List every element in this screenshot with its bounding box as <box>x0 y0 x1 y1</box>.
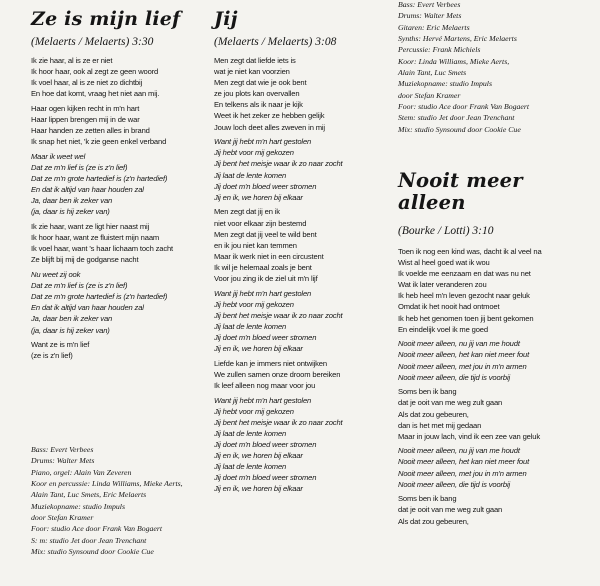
lyric-line: Ik hoor haar, ook al zegt ze geen woord <box>31 67 159 77</box>
lyric-line: Als dat zou gebeuren, <box>398 409 469 419</box>
lyric-line: Want jij hebt m'n hart gestolen <box>214 288 312 298</box>
lyric-line: Weet ik het zeker ze hebben gelijk <box>214 111 325 121</box>
lyric-line: Haar lippen brengen mij in de war <box>31 115 140 125</box>
lyric-line: Dat ze m'n grote hartedief is (z'n hartedief) <box>31 174 168 184</box>
lyric-line: (ja, daar is hij zeker van) <box>31 207 110 217</box>
song-title: Jij <box>214 8 238 30</box>
lyric-line: Maar ik weet wel <box>31 151 86 161</box>
lyric-line: Jij doet m'n bloed weer stromen <box>214 473 317 483</box>
lyric-line: Jij en ik, we horen bij elkaar <box>214 484 303 494</box>
credit-line: Bass: Evert Verbees <box>31 445 94 454</box>
lyric-line: Jij hebt voor mij gekozen <box>214 299 294 309</box>
lyric-line: Dat ze m'n lief is (ze is z'n lief) <box>31 163 128 173</box>
lyric-line: Wat ik later veranderen zou <box>398 280 487 290</box>
lyric-line: Jij hebt voor mij gekozen <box>214 148 294 158</box>
lyric-line: Als dat zou gebeuren, <box>398 516 469 526</box>
song-title: Ze is mijn lief <box>31 8 181 30</box>
lyric-line: Nooit meer alleen, nu jij van me houdt <box>398 339 520 349</box>
chorus-stanza <box>31 151 173 218</box>
lyric-line: Nooit meer alleen, met jou in m'n armen <box>398 361 527 371</box>
credit-line: Mix: studio Synsound door Cookie Cue <box>398 124 521 134</box>
credit-line: Alain Tant, Luc Smets, Eric Melaerts <box>31 490 147 500</box>
lyric-line: Ze blijft bij mij de godganse nacht <box>31 255 139 265</box>
chorus-stanza <box>398 338 542 382</box>
credit-line: Alain Tant, Luc Smets <box>398 68 467 78</box>
lyric-line: Ik wil je helemaal zoals je bent <box>214 262 312 272</box>
lyric-line: Men zegt dat wie je ook bent <box>214 78 307 88</box>
lyric-line: Voor jou zing ik de ziel uit m'n lijf <box>214 273 318 283</box>
lyric-line: We zullen samen onze droom bereiken <box>214 369 341 379</box>
lyric-line: Want ze is m'n lief <box>31 340 90 350</box>
verse-stanza <box>398 246 542 335</box>
lyric-line: Ik leef alleen nog maar voor jou <box>214 381 316 390</box>
lyric-line: Dat ze m'n lief is (ze is z'n lief) <box>31 281 128 291</box>
verse-stanza <box>398 493 542 526</box>
lyric-line: Omdat ik het nooit had ontmoet <box>398 302 500 312</box>
credit-line: S: m: studio Jet door Jean Trenchant <box>31 535 147 545</box>
lyric-line: Ik voel haar, al is ze niet zo dichtbij <box>31 78 143 88</box>
lyric-line: Haar ogen kijken recht in m'n hart <box>31 103 140 113</box>
lyric-line: Jij hebt voor mij gekozen <box>214 406 294 416</box>
song-credit: (Melaerts / Melaerts) 3:08 <box>214 36 337 48</box>
credit-line: Percussie: Frank Michiels <box>398 45 481 55</box>
lyric-line: Nooit meer alleen, nu jij van me houdt <box>398 446 520 456</box>
verse-stanza <box>214 55 343 133</box>
verse-stanza <box>31 339 173 361</box>
credits-list <box>398 0 529 135</box>
lyric-line: Ik zie haar, want ze ligt hier naast mij <box>31 222 150 232</box>
chorus-stanza <box>31 269 173 336</box>
lyric-line: Ik heb het genomen toen jij bent gekomen <box>398 313 534 323</box>
lyric-line: Ik voel haar, want 's haar lichaam toch zacht <box>31 244 174 254</box>
lyric-line: dat je ooit van me weg zult gaan <box>398 505 503 515</box>
verse-stanza <box>31 103 173 147</box>
verse-stanza <box>31 221 173 265</box>
lyric-line: Ja, daar ben ik zeker van <box>31 196 113 206</box>
lyric-line: Nooit meer alleen, met jou in m'n armen <box>398 468 527 478</box>
lyric-line: Maar in jouw lach, vind ik een zee van geluk <box>398 431 540 441</box>
lyric-line: Men zegt dat jij en ik <box>214 207 280 217</box>
credit-line: Muziekopname: studio Impuls <box>398 79 492 89</box>
credit-line: Drums: Walter Mets <box>31 456 95 466</box>
song-title-line-1: Nooit meer <box>398 169 523 192</box>
lyric-line: En dat ik altijd van haar houden zal <box>31 303 144 313</box>
lyric-line: Ik heb heel m'n leven gezocht naar geluk <box>398 291 530 301</box>
credit-line: Gitaren: Eric Melaerts <box>398 22 470 32</box>
credit-line: Mix: studio Synsound door Cookie Cue <box>31 547 154 557</box>
lyric-line: Want jij hebt m'n hart gestolen <box>214 137 312 147</box>
credit-line: Koor en percussie: Linda Williams, Mieke Aerts, <box>31 479 183 489</box>
lyric-line: En eindelijk voel ik me goed <box>398 324 488 334</box>
song-credit: (Melaerts / Melaerts) 3:30 <box>31 36 154 48</box>
lyric-line: Wist al heel goed wat ik wou <box>398 258 490 268</box>
lyric-line: Jij bent het meisje waar ik zo naar zocht <box>214 417 343 427</box>
lyric-line: Nooit meer alleen, het kan niet meer fout <box>398 457 530 467</box>
lyric-line: Nooit meer alleen, die tijd is voorbij <box>398 479 511 489</box>
lyric-line: Jij laat de lente komen <box>214 428 287 438</box>
credit-line: Koor: Linda Williams, Mieke Aerts, <box>398 56 510 66</box>
lyric-line: Maar ik werk niet in een circustent <box>214 251 324 261</box>
verse-stanza <box>214 206 343 284</box>
credit-line: Stem: studio Jet door Jean Trenchant <box>398 113 515 123</box>
lyric-line: Jij en ik, we horen bij elkaar <box>214 344 303 354</box>
chorus-stanza <box>398 445 542 489</box>
lyric-line: Ik hoor haar, want ze fluistert mijn naam <box>31 233 160 243</box>
lyric-line: Jij doet m'n bloed weer stromen <box>214 333 317 343</box>
lyric-line: en ik jou niet kan temmen <box>214 240 297 250</box>
lyric-line: En telkens als ik naar je kijk <box>214 100 303 110</box>
lyric-line: Nu weet zij ook <box>31 270 81 280</box>
lyric-line: dat je ooit van me weg zult gaan <box>398 398 503 408</box>
lyric-line: Jij doet m'n bloed weer stromen <box>214 440 317 450</box>
lyric-line: Men zegt dat liefde iets is <box>214 56 296 65</box>
lyric-line: niet voor elkaar zijn bestemd <box>214 218 307 228</box>
lyric-line: Jij bent het meisje waar ik zo naar zocht <box>214 159 343 169</box>
credit-line: Muziekopname: studio Impuls <box>31 501 125 511</box>
lyric-line: En hoe dat komt, vraag het niet aan mij. <box>31 89 160 99</box>
credit-line: Drums: Walter Mets <box>398 11 462 21</box>
lyric-line: dan is het met mij gedaan <box>398 420 482 430</box>
lyric-line: Want jij hebt m'n hart gestolen <box>214 395 312 405</box>
credit-line: Piano, orgel: Alain Van Zeveren <box>31 467 132 477</box>
credit-line: door Stefan Kramer <box>31 513 94 523</box>
verse-stanza <box>31 55 173 99</box>
verse-stanza <box>398 386 542 441</box>
chorus-stanza <box>214 136 343 203</box>
chorus-stanza <box>214 395 343 495</box>
lyric-line: Liefde kan je immers niet ontwijken <box>214 358 327 368</box>
credits-list <box>31 444 183 557</box>
credit-line: Foor: studio Ace door Frank Van Bogaert <box>31 524 163 534</box>
verse-stanza <box>214 358 343 391</box>
lyric-line: Ik zie haar, al is ze er niet <box>31 56 113 65</box>
lyric-line: Nooit meer alleen, die tijd is voorbij <box>398 372 511 382</box>
lyric-line: Jij laat de lente komen <box>214 321 287 331</box>
lyric-line: (ze is z'n lief) <box>31 351 73 361</box>
credit-line: Foor: studio Ace door Frank Van Bogaert <box>398 102 530 112</box>
lyric-line: Jouw loch deet alles zweven in mij <box>214 122 325 132</box>
lyric-line: Men zegt dat jij veel te wild bent <box>214 229 317 239</box>
lyric-line: Haar handen ze zetten alles in brand <box>31 126 150 136</box>
lyric-line: Ja, daar ben ik zeker van <box>31 314 113 324</box>
song-lyrics <box>398 246 542 530</box>
song-lyrics <box>31 55 173 365</box>
lyric-line: (ja, daar is hij zeker van) <box>31 325 110 335</box>
lyric-line: Soms ben ik bang <box>398 387 457 397</box>
lyric-line: ze jou plots kan overvallen <box>214 89 300 99</box>
credit-line: Synths: Hervé Martens, Eric Melaerts <box>398 34 517 44</box>
lyric-line: En dat ik altijd van haar houden zal <box>31 185 144 195</box>
credit-line: Bass: Evert Verbees <box>398 0 461 9</box>
lyric-line: Jij laat de lente komen <box>214 462 287 472</box>
lyric-line: Ik voelde me eenzaam en dat was nu net <box>398 269 531 279</box>
credit-line: door Stefan Kramer <box>398 90 461 100</box>
lyric-line: Toen ik nog een kind was, dacht ik al veel na <box>398 247 542 256</box>
song-lyrics <box>214 55 343 498</box>
lyric-line: Jij laat de lente komen <box>214 170 287 180</box>
lyric-line: Jij en ik, we horen bij elkaar <box>214 451 303 461</box>
song-title-line-2: alleen <box>398 191 466 214</box>
lyric-line: Jij bent het meisje waar ik zo naar zocht <box>214 310 343 320</box>
lyric-line: Dat ze m'n grote hartedief is (z'n hartedief) <box>31 292 168 302</box>
lyric-line: Jij doet m'n bloed weer stromen <box>214 181 317 191</box>
chorus-stanza <box>214 288 343 355</box>
song-credit: (Bourke / Lotti) 3:10 <box>398 225 494 237</box>
song-title <box>398 170 523 214</box>
lyric-line: Ik snap het niet, 'k zie geen enkel verband <box>31 137 167 147</box>
lyric-line: wat je niet kan voorzien <box>214 67 290 77</box>
lyric-line: Nooit meer alleen, het kan niet meer fout <box>398 350 530 360</box>
lyric-line: Soms ben ik bang <box>398 494 457 504</box>
lyric-line: Jij en ik, we horen bij elkaar <box>214 192 303 202</box>
